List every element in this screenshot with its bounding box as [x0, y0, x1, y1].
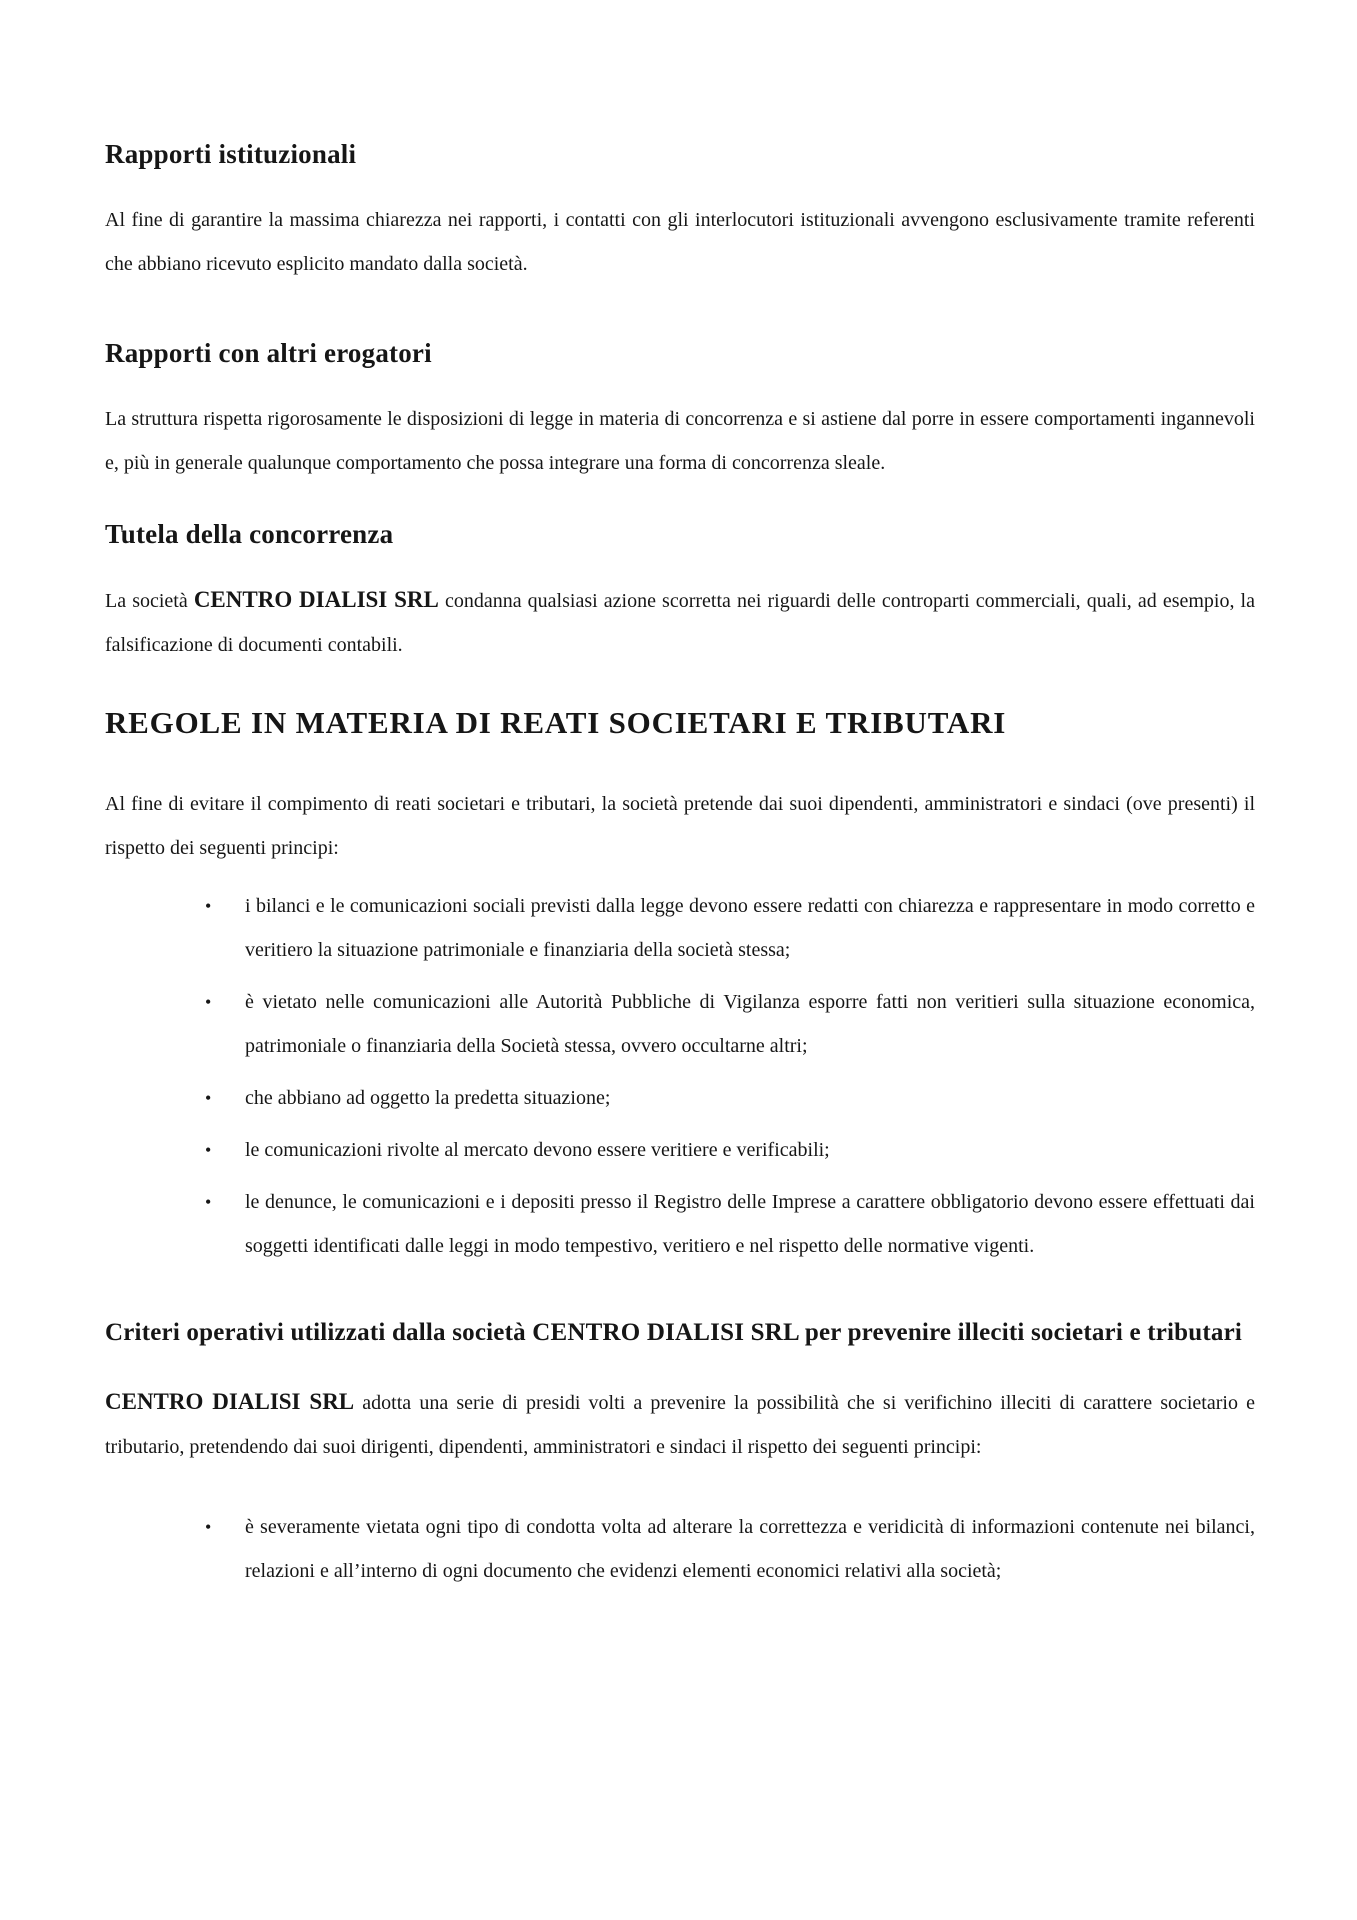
bullet-icon: • [205, 1516, 212, 1537]
list-item-text: le denunce, le comunicazioni e i depositi presso il Registro delle Imprese a carattere obbligatorio devono essere effettuati dai soggetti identificati dalle leggi in modo tempestivo, veritiero e nel rispetto delle normative vigenti. [245, 1190, 1255, 1257]
bullet-icon: • [205, 1139, 212, 1160]
regole-bullet-list [105, 884, 1255, 1268]
paragraph-criteri-intro [105, 1380, 1255, 1469]
list-item [205, 1128, 1255, 1172]
paragraph-suffix: adotta una serie di presidi volti a prevenire la possibilità che si verifichino illeciti di carattere societario e tributario, pretendendo dai suoi dirigenti, dipendenti, amministratori e sindaci il rispetto dei seguenti principi: [105, 1391, 1255, 1458]
paragraph-rapporti-erogatori: La struttura rispetta rigorosamente le disposizioni di legge in materia di concorrenza e si astiene dal porre in essere comportamenti ingannevoli e, più in generale qualunque comportamento che possa integrare una forma di concorrenza sleale. [105, 408, 1255, 475]
heading-criteri-operativi [105, 1312, 1255, 1354]
company-name: CENTRO DIALISI SRL [532, 1318, 799, 1346]
bullet-icon: • [205, 895, 212, 916]
list-item-text: le comunicazioni rivolte al mercato devono essere veritiere e verificabili; [245, 1138, 830, 1161]
heading-tutela-concorrenza: Tutela della concorrenza [105, 519, 394, 550]
bullet-icon: • [205, 1087, 212, 1108]
paragraph-rapporti-istituzionali: Al fine di garantire la massima chiarezza nei rapporti, i contatti con gli interlocutori istituzionali avvengono esclusivamente tramite referenti che abbiano ricevuto esplicito mandato dalla società. [105, 209, 1255, 276]
criteri-bullet-list [105, 1505, 1255, 1593]
heading-prefix: Criteri operativi utilizzati dalla società [105, 1318, 533, 1346]
heading-rapporti-istituzionali: Rapporti istituzionali [105, 139, 357, 169]
paragraph-tutela-concorrenza [105, 578, 1255, 667]
paragraph-prefix: La società [105, 590, 194, 613]
heading-rapporti-erogatori: Rapporti con altri erogatori [105, 338, 432, 369]
list-item [205, 1180, 1255, 1268]
company-name: CENTRO DIALISI SRL [193, 587, 439, 613]
list-item-text: è vietato nelle comunicazioni alle Autorità Pubbliche di Vigilanza esporre fatti non veritieri sulla situazione economica, patrimoniale o finanziaria della Società stessa, ovvero occultarne altri; [245, 990, 1255, 1057]
list-item [205, 980, 1255, 1068]
list-item-text: che abbiano ad oggetto la predetta situazione; [245, 1086, 611, 1109]
list-item [205, 884, 1255, 972]
list-item-text: è severamente vietata ogni tipo di condotta volta ad alterare la correttezza e veridicità di informazioni contenute nei bilanci, relazioni e all’interno di ogni documento che evidenzi elementi economici relativi alla società; [245, 1515, 1255, 1582]
list-item [205, 1505, 1255, 1593]
bullet-icon: • [205, 991, 212, 1012]
heading-regole-reati-societari: REGOLE IN MATERIA DI REATI SOCIETARI E TRIBUTARI [105, 705, 1007, 741]
list-item-text: i bilanci e le comunicazioni sociali previsti dalla legge devono essere redatti con chiarezza e rappresentare in modo corretto e veritiero la situazione patrimoniale e finanziaria della società stessa; [245, 894, 1255, 961]
paragraph-suffix: condanna qualsiasi azione scorretta nei riguardi delle controparti commerciali, quali, ad esempio, la falsificazione di documenti contabili. [105, 590, 1255, 657]
company-name: CENTRO DIALISI SRL [105, 1388, 355, 1414]
paragraph-regole-intro: Al fine di evitare il compimento di reati societari e tributari, la società pretende dai suoi dipendenti, amministratori e sindaci (ove presenti) il rispetto dei seguenti principi: [105, 792, 1255, 859]
bullet-icon: • [205, 1191, 212, 1212]
list-item [205, 1076, 1255, 1120]
heading-suffix: per prevenire illeciti societari e tributari [798, 1318, 1243, 1346]
